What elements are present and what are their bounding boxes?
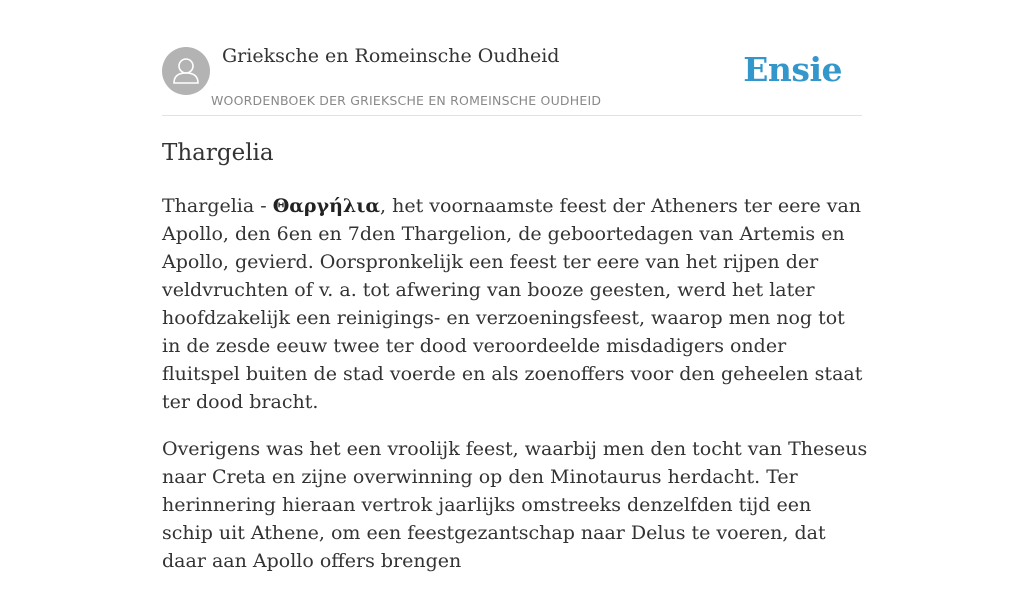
page-title: Thargelia [162,140,274,166]
greek-term: Θαργήλια [272,195,381,217]
article-body [162,192,868,594]
source-header [162,0,862,116]
paragraph-2: Overigens was het een vroolijk feest, waarbij men den tocht van Theseus naar Creta en zijne overwinning op den Minotaurus herdacht. Ter herinnering hieraan vertrok jaarlijks omstreeks denzelfden tijd een schip uit Athene, om een feestgezantschap naar Delus te voeren, dat daar aan Apollo offers brengen [162,438,868,572]
user-icon [162,47,210,95]
paragraph-1-text: , het voornaamste feest der Atheners ter eere van Apollo, den 6en en 7den Thargelion, de geboortedagen van Artemis en Apollo, gevierd. Oorspronkelijk een feest ter eere van het rijpen der veldvruchten of v. a. tot afwering van booze geesten, werd het later hoofdzakelijk een reinigings- en verzoeningsfeest, waarop men nog tot in de zesde eeuw twee ter dood veroordeelde misdadigers onder fluitspel buiten de stad voerde en als zoenoffers voor den geheelen staat ter dood bracht. [162,195,863,413]
source-subtitle: WOORDENBOEK DER GRIEKSCHE EN ROMEINSCHE OUDHEID [211,93,602,108]
paragraph-1 [162,192,868,416]
source-title[interactable]: Grieksche en Romeinsche Oudheid [222,45,560,67]
avatar[interactable] [162,47,210,95]
ensie-logo-link[interactable]: Ensie [743,50,842,89]
paragraph-1-lead: Thargelia - [162,195,273,217]
page-container [162,0,868,572]
